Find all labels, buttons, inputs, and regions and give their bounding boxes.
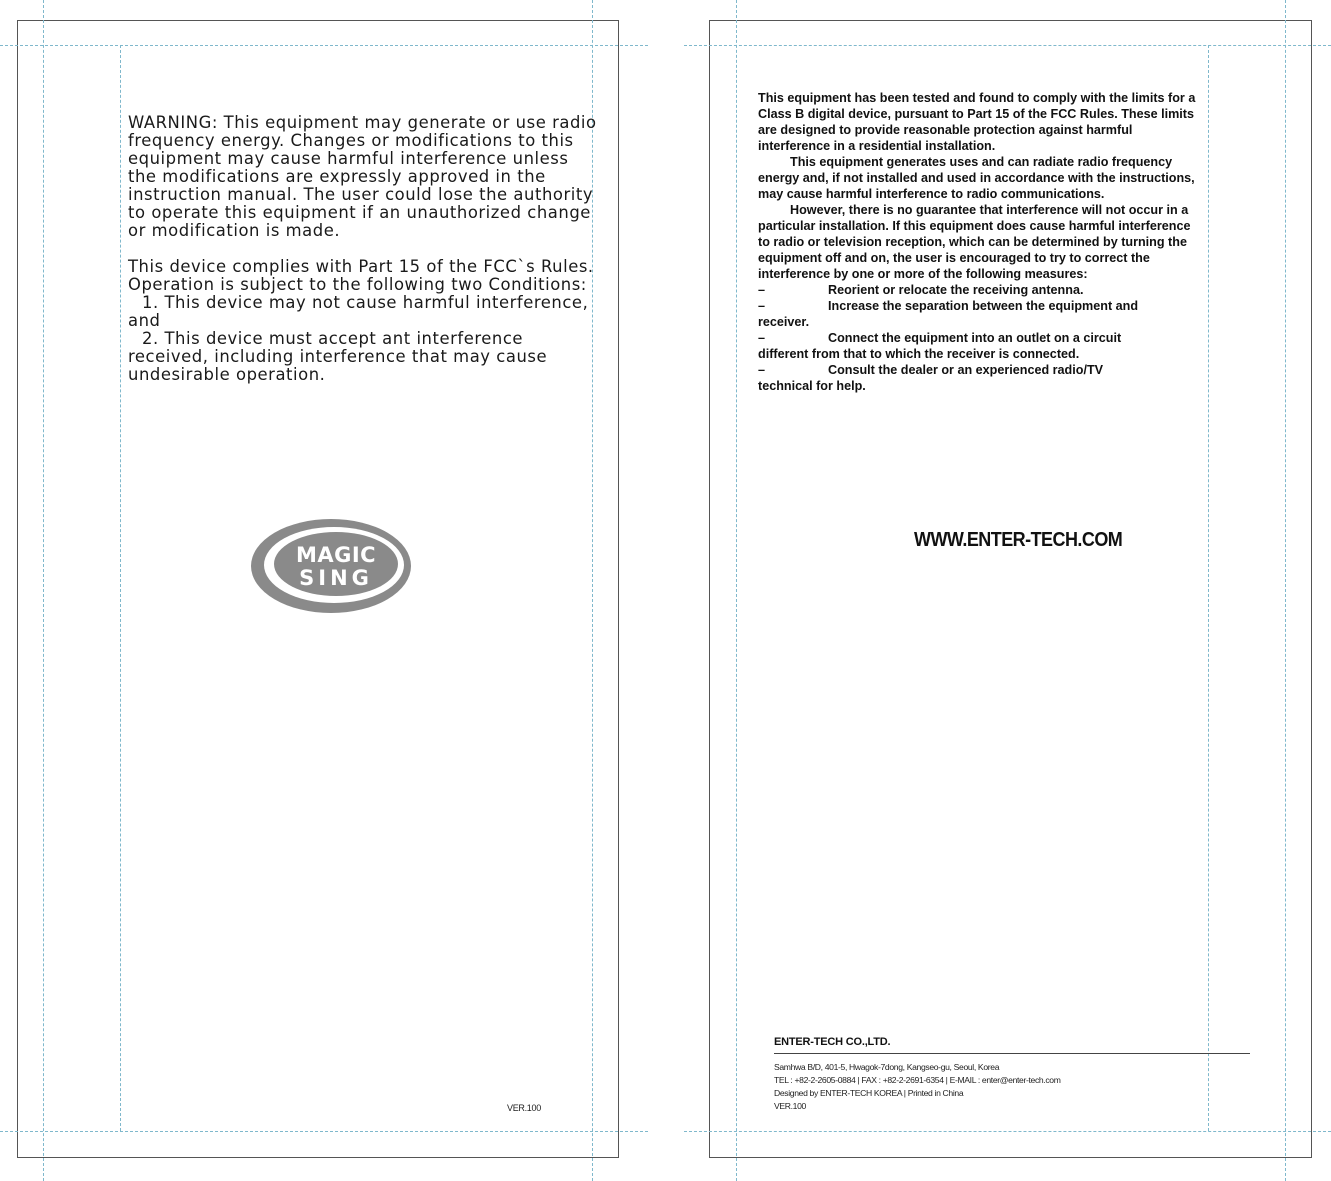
compliance-paragraph: This device complies with Part 15 of the FCC`s Rules. Operation is subject to the following two Conditions: bbox=[128, 257, 594, 294]
trim-guide-top-right bbox=[684, 45, 1331, 46]
measure-dash: – bbox=[758, 331, 766, 345]
company-divider bbox=[774, 1053, 1250, 1054]
trim-guide-bottom-left bbox=[0, 1131, 648, 1132]
magic-sing-logo bbox=[250, 518, 412, 619]
trim-guide-bottom-right bbox=[684, 1131, 1331, 1132]
trim-guide-outer-right bbox=[1285, 0, 1286, 1181]
measure-text: Connect the equipment into an outlet on a circuit bbox=[828, 331, 1122, 345]
measure-continuation: receiver. bbox=[758, 315, 810, 329]
fcc-paragraph-2: This equipment generates uses and can radiate radio frequency energy and, if not installed and used in accordance with the instructions, may cause harmful interference to radio communications. bbox=[758, 155, 1195, 201]
measure-item bbox=[758, 362, 1198, 394]
logo-line-2: SING bbox=[299, 566, 373, 590]
warning-paragraph: WARNING: This equipment may generate or use radio frequency energy. Changes or modifications to this equipment may cause harmful interference unless the modifications are expressly approved in the instruction manual. The user could lose the authority to operate this equipment if an unauthorized change or modification is made. bbox=[128, 113, 597, 240]
trim-guide-top-left bbox=[0, 45, 648, 46]
margin-guide-right bbox=[1208, 45, 1209, 1131]
measure-dash: – bbox=[758, 283, 766, 297]
measure-continuation: technical for help. bbox=[758, 379, 866, 393]
measure-text: Reorient or relocate the receiving antenna. bbox=[828, 283, 1084, 297]
measure-text: Increase the separation between the equipment and bbox=[828, 299, 1139, 313]
measure-item bbox=[758, 298, 1198, 330]
condition-2: 2. This device must accept ant interference received, including interference that may cause undesirable operation. bbox=[128, 329, 548, 384]
website-url: WWW.ENTER-TECH.COM bbox=[914, 529, 1123, 551]
company-name: ENTER-TECH CO.,LTD. bbox=[774, 1036, 891, 1048]
measure-text: Consult the dealer or an experienced radio/TV bbox=[828, 363, 1104, 377]
company-address: Samhwa B/D, 401-5, Hwagok-7dong, Kangseo-gu, Seoul, Korea bbox=[774, 1062, 1000, 1072]
company-footer bbox=[774, 1036, 1250, 1113]
trim-guide-inner-right bbox=[736, 0, 737, 1181]
version-label-left: VER.100 bbox=[507, 1103, 541, 1113]
company-contact: TEL : +82-2-2605-0884 | FAX : +82-2-2691-6354 | E-MAIL : enter@enter-tech.com bbox=[774, 1075, 1061, 1085]
logo-line-1: MAGIC bbox=[295, 543, 377, 567]
fcc-paragraph-1: This equipment has been tested and found to comply with the limits for a Class B digital device, pursuant to Part 15 of the FCC Rules. These limits are designed to provide reasonable protection against harmful interference in a residential installation. bbox=[758, 91, 1196, 153]
left-page-text bbox=[128, 114, 598, 384]
measure-item bbox=[758, 330, 1198, 362]
designed-by-line: Designed by ENTER-TECH KOREA | Printed in China bbox=[774, 1088, 964, 1098]
condition-1: 1. This device may not cause harmful interference, and bbox=[128, 293, 589, 330]
right-page-text bbox=[758, 90, 1198, 394]
measure-item bbox=[758, 282, 1198, 298]
measure-dash: – bbox=[758, 363, 766, 377]
measure-dash: – bbox=[758, 299, 766, 313]
version-label-right: VER.100 bbox=[774, 1101, 806, 1111]
measure-continuation: different from that to which the receiver is connected. bbox=[758, 347, 1080, 361]
margin-guide-left bbox=[120, 45, 121, 1131]
trim-guide-outer-left bbox=[43, 0, 44, 1181]
fcc-paragraph-3: However, there is no guarantee that interference will not occur in a particular installation. If this equipment does cause harmful interference to radio or television reception, which can be determined by turning the equipment off and on, the user is encouraged to try to correct the interference by one or more of the following measures: bbox=[758, 203, 1191, 281]
